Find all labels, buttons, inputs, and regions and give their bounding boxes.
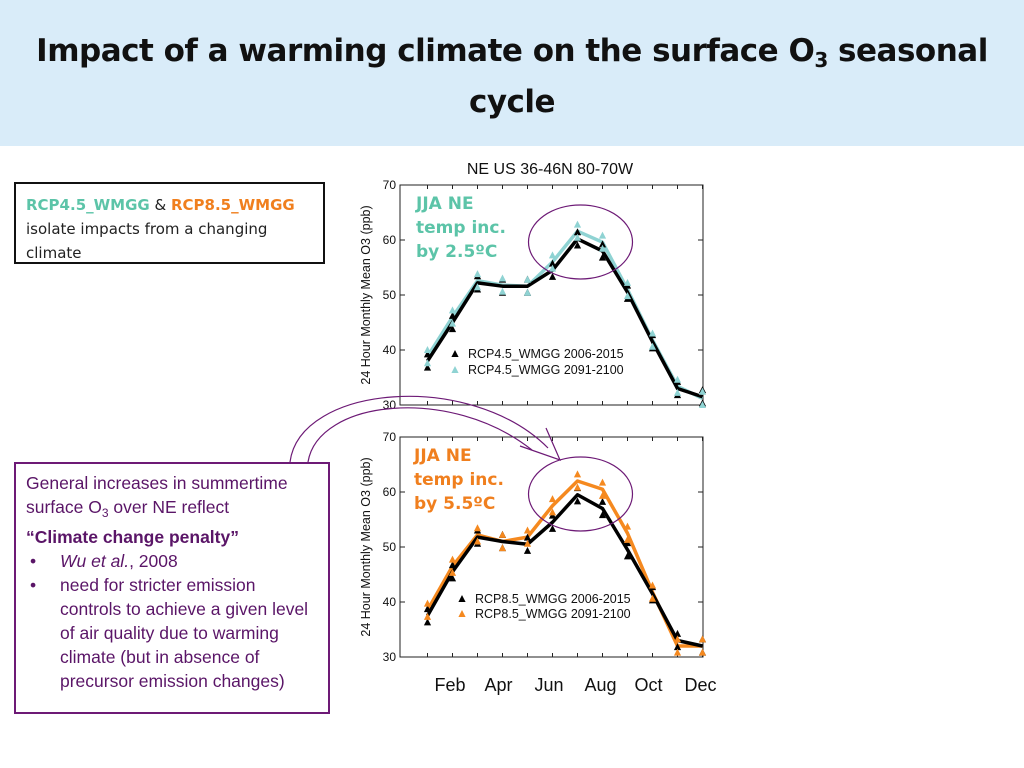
annotation-line: by 5.5ºC — [414, 494, 496, 514]
legend-label: RCP4.5_WMGG 2006-2015 — [468, 347, 624, 361]
y-tick-label: 60 — [382, 233, 396, 247]
scenario-rcp85-label: RCP8.5_WMGG — [170, 196, 295, 214]
bullet-item: • need for stricter emission controls to achieve a given level of air quality due to warming climate (but in absence of precursor emission changes) — [30, 575, 309, 691]
y-tick-label: 60 — [382, 485, 396, 499]
amp: & — [149, 196, 171, 214]
plot-title: NE US 36-46N 80-70W — [466, 161, 634, 178]
annotation-line: temp inc. — [416, 218, 506, 238]
y-tick-label: 40 — [382, 343, 396, 357]
y-axis-label: 24 Hour Monthly Mean O3 (ppb) — [359, 457, 373, 637]
annotation-line: JJA NE — [414, 446, 472, 466]
annotation-top — [416, 192, 506, 264]
y-tick-label: 40 — [382, 595, 396, 609]
y-tick-label: 30 — [382, 398, 396, 412]
y-tick-label: 50 — [382, 540, 396, 554]
x-tick-label: Dec — [684, 675, 717, 695]
y-tick-label: 50 — [382, 288, 396, 302]
annotation-line: JJA NE — [416, 194, 474, 214]
scenario-rcp45-label: RCP4.5_WMGG — [26, 196, 150, 214]
penalty-heading: “Climate change penalty” — [26, 527, 239, 547]
y-tick-label: 30 — [382, 650, 396, 664]
annotation-line: temp inc. — [414, 470, 504, 490]
legend-label: RCP4.5_WMGG 2091-2100 — [468, 363, 624, 377]
slide-title: Impact of a warming climate on the surface $O_3$ seasonal cycle — [36, 33, 988, 120]
x-tick-label: Aug — [584, 675, 617, 695]
penalty-intro: General increases in summertime surface $O_3$ over NE reflect — [26, 473, 288, 520]
y-axis-label: 24 Hour Monthly Mean O3 (ppb) — [359, 205, 373, 385]
x-tick-label: Feb — [434, 675, 466, 695]
annotation-bottom — [414, 444, 504, 516]
y-tick-label: 70 — [382, 178, 396, 192]
x-tick-label: Jun — [534, 675, 564, 695]
annotation-line: by 2.5ºC — [416, 242, 498, 262]
info-text: isolate impacts from a changing climate — [26, 220, 268, 262]
bullet-item: • Wu et al., 2008 — [30, 551, 178, 571]
x-tick-label: Oct — [634, 675, 663, 695]
y-tick-label: 70 — [382, 430, 396, 444]
x-tick-label: Apr — [484, 675, 513, 695]
legend-label: RCP8.5_WMGG 2091-2100 — [475, 607, 631, 621]
legend-label: RCP8.5_WMGG 2006-2015 — [475, 592, 631, 606]
